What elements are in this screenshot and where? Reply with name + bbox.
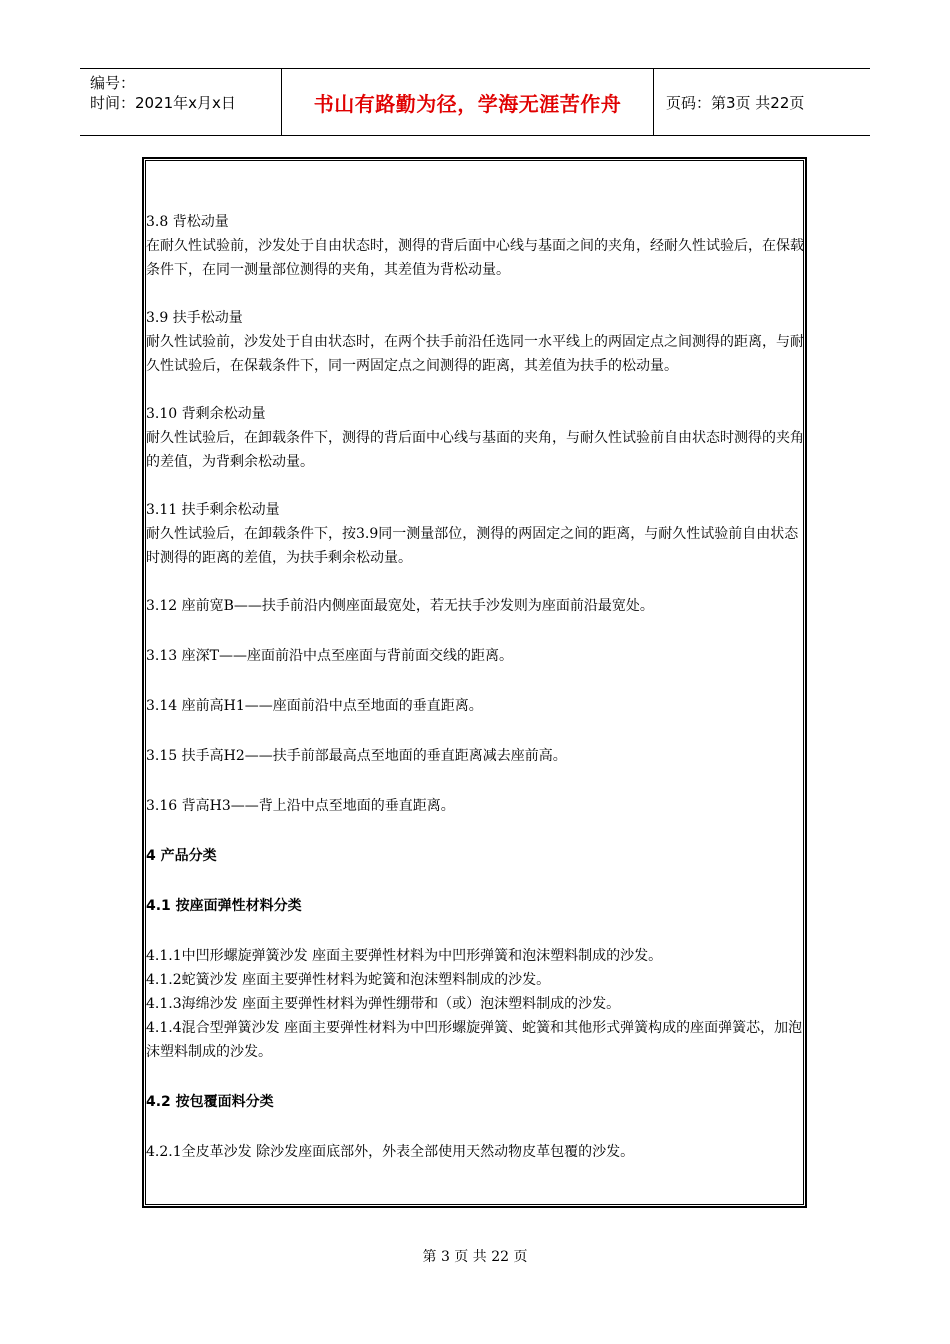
definition: 3.13 座深T——座面前沿中点至座面与背前面交线的距离。 xyxy=(146,648,513,664)
header-motto: 书山有路勤为径，学海无涯苦作舟 xyxy=(282,69,654,135)
definition: 3.15 扶手高H2——扶手前部最高点至地面的垂直距离减去座前高。 xyxy=(146,748,567,764)
section-body: 耐久性试验后，在卸载条件下，按3.9同一测量部位，测得的两固定之间的距离，与耐久性试验前自由状态时测得的距离的差值，为扶手剩余松动量。 xyxy=(146,526,799,566)
definition: 3.12 座前宽B——扶手前沿内侧座面最宽处，若无扶手沙发则为座面前沿最宽处。 xyxy=(146,598,654,614)
section-title: 3.8 背松动量 xyxy=(146,214,229,230)
definition: 3.16 背高H3——背上沿中点至地面的垂直距离。 xyxy=(146,798,455,814)
section-title: 3.10 背剩余松动量 xyxy=(146,406,266,422)
definition: 3.14 座前高H1——座面前沿中点至地面的垂直距离。 xyxy=(146,698,483,714)
chapter-title: 4 产品分类 xyxy=(146,848,217,864)
list-item: 4.1.1中凹形螺旋弹簧沙发 座面主要弹性材料为中凹形弹簧和泡沫塑料制成的沙发。 xyxy=(146,948,663,964)
list-item: 4.1.2蛇簧沙发 座面主要弹性材料为蛇簧和泡沫塑料制成的沙发。 xyxy=(146,972,551,988)
list-item: 4.2.1全皮革沙发 除沙发座面底部外，外表全部使用天然动物皮革包覆的沙发。 xyxy=(146,1144,635,1160)
section-title: 3.11 扶手剩余松动量 xyxy=(146,502,280,518)
section-body: 在耐久性试验前，沙发处于自由状态时，测得的背后面中心线与基面之间的夹角，经耐久性试验后，在保载条件下，在同一测量部位测得的夹角，其差值为背松动量。 xyxy=(146,238,804,278)
list-item: 4.1.3海绵沙发 座面主要弹性材料为弹性绷带和（或）泡沫塑料制成的沙发。 xyxy=(146,996,621,1012)
subsection-title: 4.2 按包覆面料分类 xyxy=(146,1094,274,1110)
section-body: 耐久性试验后，在卸载条件下，测得的背后面中心线与基面的夹角，与耐久性试验前自由状态时测得的夹角的差值，为背剩余松动量。 xyxy=(146,430,804,470)
header-page-info: 页码：第3页 共22页 xyxy=(666,93,805,112)
document-body xyxy=(146,210,804,1164)
doc-time-label: 时间：2021年x月x日 xyxy=(90,94,236,112)
header-meta xyxy=(80,69,282,135)
page-footer: 第 3 页 共 22 页 xyxy=(422,1249,528,1265)
section-title: 3.9 扶手松动量 xyxy=(146,310,243,326)
list-item: 4.1.4混合型弹簧沙发 座面主要弹性材料为中凹形螺旋弹簧、蛇簧和其他形式弹簧构成的座面弹簧芯，加泡沫塑料制成的沙发。 xyxy=(146,1020,803,1060)
page-header xyxy=(80,68,870,136)
doc-number-label: 编号： xyxy=(90,74,136,92)
section-body: 耐久性试验前，沙发处于自由状态时，在两个扶手前沿任选同一水平线上的两固定点之间测得的距离，与耐久性试验后，在保载条件下，同一两固定点之间测得的距离，其差值为扶手的松动量。 xyxy=(146,334,804,374)
subsection-title: 4.1 按座面弹性材料分类 xyxy=(146,898,302,914)
